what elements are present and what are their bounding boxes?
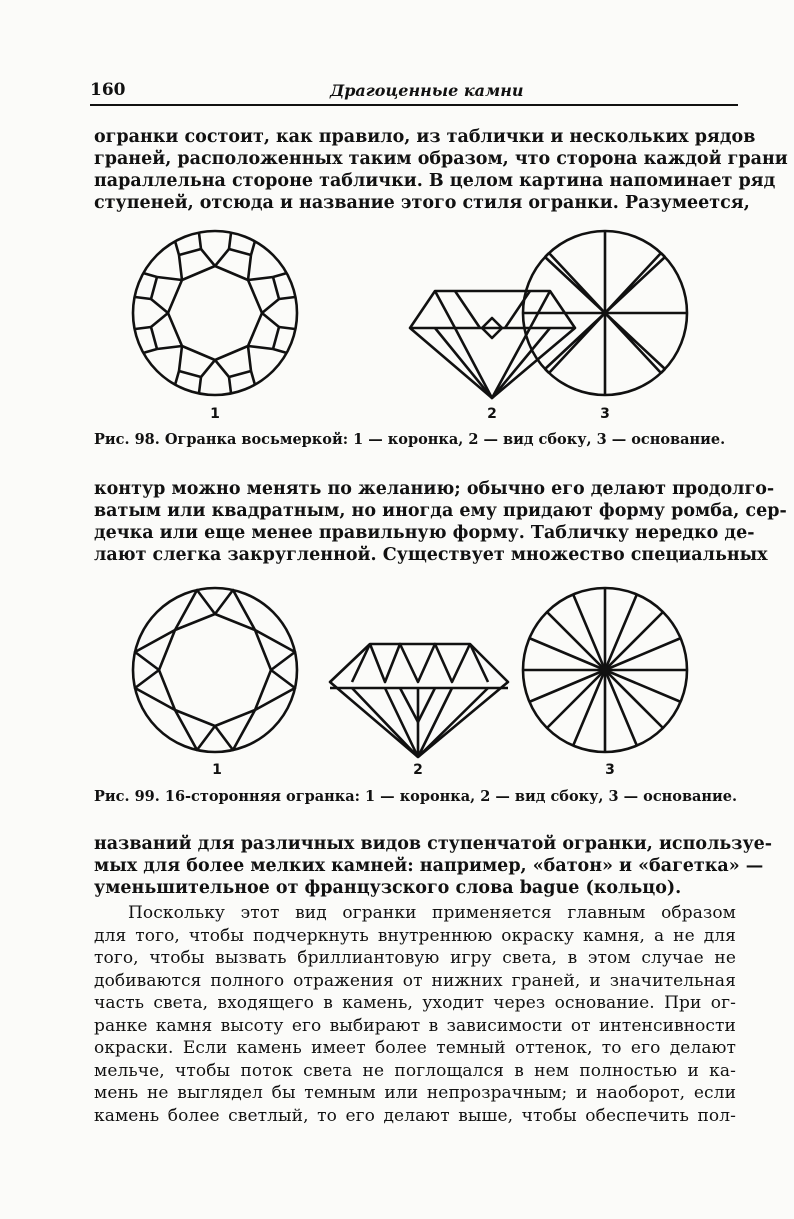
paragraph-2 <box>94 478 787 566</box>
text-line: дечка или еще менее правильную форму. Табличку нередко де- <box>94 523 755 543</box>
text-line: огранки состоит, как правило, из таблички и нескольких рядов <box>94 127 756 147</box>
text-line: названий для различных видов ступенчатой огранки, используе- <box>94 834 773 854</box>
fig99-caption: Рис. 99. 16-сторонняя огранка: 1 — коронка, 2 — вид сбоку, 3 — основание. <box>94 788 738 805</box>
paragraph-3 <box>94 833 773 899</box>
text-line: лают слегка закругленной. Существует множество специальных <box>94 545 768 565</box>
paragraph-4 <box>94 902 736 1127</box>
fig98-label-3: 3 <box>600 406 610 422</box>
text-line: ватым или квадратным, но иногда ему придают форму ромба, сер- <box>94 501 787 521</box>
fig98-side-drawing <box>410 291 575 398</box>
fig99-side-drawing <box>330 644 508 757</box>
fig98-base-drawing <box>523 231 687 395</box>
text-line: параллельна стороне таблички. В целом картина напоминает ряд <box>94 171 776 191</box>
fig99-base-drawing <box>523 588 687 752</box>
text-line: мень не выглядел бы темным или непрозрачным; и наоборот, если <box>94 1083 736 1103</box>
text-line: для того, чтобы подчеркнуть внутреннюю окраску камня, а не для <box>94 925 736 946</box>
running-title: Драгоценные камни <box>330 81 524 100</box>
text-line: добиваются полного отражения от нижних граней, и значительная <box>94 970 736 991</box>
fig98-label-2: 2 <box>487 406 497 422</box>
fig98-crown-drawing <box>133 231 297 395</box>
figure-99 <box>120 582 720 778</box>
text-line: Поскольку этот вид огранки применяется главным образом <box>128 903 736 923</box>
text-line: окраски. Если камень имеет более темный оттенок, то его делают <box>94 1038 736 1058</box>
running-header <box>90 80 738 106</box>
fig98-caption: Рис. 98. Огранка восьмеркой: 1 — коронка, 2 — вид сбоку, 3 — основание. <box>94 431 726 448</box>
fig99-label-3: 3 <box>605 762 615 778</box>
figure-98 <box>120 228 720 423</box>
fig98-label-1: 1 <box>210 406 220 422</box>
text-line: уменьшительное от французского слова bague (кольцо). <box>94 878 682 898</box>
text-line: ранке камня высоту его выбирают в зависимости от интенсивности <box>94 1015 736 1036</box>
text-line: граней, расположенных таким образом, что сторона каждой грани <box>94 149 788 169</box>
text-line: того, чтобы вызвать бриллиантовую игру света, в этом случае не <box>94 948 736 968</box>
text-line: часть света, входящего в камень, уходит через основание. При ог- <box>94 993 736 1013</box>
fig99-label-2: 2 <box>413 762 423 778</box>
text-line: ступеней, отсюда и название этого стиля огранки. Разумеется, <box>94 193 750 213</box>
fig99-label-1: 1 <box>212 762 222 778</box>
text-line: контур можно менять по желанию; обычно его делают продолго- <box>94 479 775 499</box>
paragraph-1 <box>94 126 788 214</box>
fig99-crown-drawing <box>133 588 297 752</box>
text-line: камень более светлый, то его делают выше, чтобы обеспечить пол- <box>94 1105 736 1126</box>
page-number: 160 <box>90 80 126 100</box>
text-line: мых для более мелких камней: например, «батон» и «багетка» — <box>94 856 764 876</box>
text-line: мельче, чтобы поток света не поглощался в нем полностью и ка- <box>94 1060 736 1081</box>
